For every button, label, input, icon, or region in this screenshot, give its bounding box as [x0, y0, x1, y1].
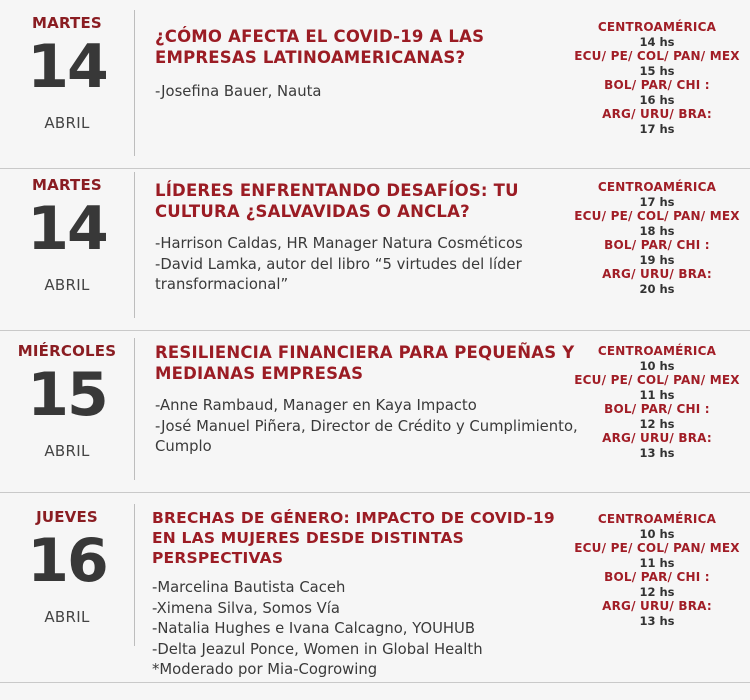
region-label: ARG/ URU/ BRA: [602, 267, 712, 281]
speaker: -Delta Jeazul Ponce, Women in Global Health [152, 640, 483, 658]
region-label: BOL/ PAR/ CHI : [604, 570, 710, 584]
region-label: ECU/ PE/ COL/ PAN/ MEX [574, 541, 740, 555]
region-hour: 10 hs [639, 527, 675, 541]
event-month: ABRIL [44, 608, 90, 626]
speaker-list [155, 82, 585, 103]
schedule-times [568, 20, 746, 136]
region-hour: 13 hs [639, 614, 675, 628]
speaker: -Natalia Hughes e Ivana Calcagno, YOUHUB [152, 620, 476, 637]
event-title: BRECHAS DE GÉNERO: IMPACTO DE COVID-19 EN LAS MUJERES DESDE DISTINTAS PERSPECTIVAS [152, 509, 555, 567]
event-title: LÍDERES ENFRENTANDO DESAFÍOS: TU CULTURA ¿SALVAVIDAS O ANCLA? [155, 181, 519, 221]
event-card [0, 338, 750, 493]
speaker: -Josefina Bauer, Nauta [155, 83, 322, 100]
region-label: ECU/ PE/ COL/ PAN/ MEX [574, 49, 740, 63]
event-date [0, 10, 135, 156]
region-hour: 18 hs [639, 224, 675, 238]
event-weekday: MARTES [32, 14, 102, 32]
schedule-times [568, 180, 746, 296]
region-hour: 11 hs [639, 556, 675, 570]
event-weekday: JUEVES [36, 508, 98, 526]
region-hour: 11 hs [639, 388, 675, 402]
event-card [0, 504, 750, 683]
region-label: CENTROAMÉRICA [597, 512, 717, 526]
region-hour: 17 hs [639, 122, 675, 136]
speaker: -David Lamka, autor del libro “5 virtudes del líder transformacional” [155, 255, 522, 293]
event-title: RESILIENCIA FINANCIERA PARA PEQUEÑAS Y MEDIANAS EMPRESAS [155, 343, 575, 383]
region-label: CENTROAMÉRICA [597, 180, 717, 194]
region-hour: 13 hs [639, 446, 675, 460]
event-day-number: 15 [27, 360, 107, 430]
speaker: -Ximena Silva, Somos Vía [152, 599, 340, 617]
event-card [0, 172, 750, 331]
region-label: ARG/ URU/ BRA: [602, 431, 712, 445]
schedule-times [568, 512, 746, 628]
event-weekday: MIÉRCOLES [17, 342, 117, 360]
speaker: -José Manuel Piñera, Director de Crédito y Cumplimiento, Cumplo [155, 417, 578, 455]
schedule-times [568, 344, 746, 460]
speaker-list [155, 234, 585, 296]
region-hour: 20 hs [639, 282, 675, 296]
region-hour: 17 hs [639, 195, 675, 209]
region-label: BOL/ PAR/ CHI : [604, 78, 710, 92]
region-hour: 15 hs [639, 64, 675, 78]
region-label: CENTROAMÉRICA [597, 344, 717, 358]
moderator-note: *Moderado por Mia-Cogrowing [152, 661, 378, 678]
region-hour: 14 hs [639, 35, 675, 49]
region-label: ARG/ URU/ BRA: [602, 599, 712, 613]
region-hour: 16 hs [639, 93, 675, 107]
event-day-number: 14 [27, 32, 107, 102]
speaker-list [155, 396, 585, 458]
region-hour: 10 hs [639, 359, 675, 373]
event-title: ¿CÓMO AFECTA EL COVID-19 A LAS EMPRESAS LATINOAMERICANAS? [155, 27, 485, 67]
speaker-list [152, 578, 572, 681]
region-label: CENTROAMÉRICA [597, 20, 717, 34]
region-label: BOL/ PAR/ CHI : [604, 238, 710, 252]
event-date [0, 172, 135, 318]
event-date [0, 504, 135, 646]
region-label: ECU/ PE/ COL/ PAN/ MEX [574, 209, 740, 223]
event-details [152, 508, 572, 681]
event-month: ABRIL [44, 276, 90, 294]
event-month: ABRIL [44, 114, 90, 132]
region-hour: 12 hs [639, 585, 675, 599]
event-details [155, 26, 585, 103]
event-day-number: 14 [27, 194, 107, 264]
speaker: -Harrison Caldas, HR Manager Natura Cosméticos [155, 235, 523, 252]
event-weekday: MARTES [32, 176, 102, 194]
speaker: -Marcelina Bautista Caceh [152, 579, 346, 596]
region-label: BOL/ PAR/ CHI : [604, 402, 710, 416]
event-date [0, 338, 135, 480]
speaker: -Anne Rambaud, Manager en Kaya Impacto [155, 397, 477, 414]
event-day-number: 16 [27, 526, 107, 596]
event-month: ABRIL [44, 442, 90, 460]
event-details [155, 342, 585, 458]
region-label: ARG/ URU/ BRA: [602, 107, 712, 121]
region-label: ECU/ PE/ COL/ PAN/ MEX [574, 373, 740, 387]
region-hour: 19 hs [639, 253, 675, 267]
event-card [0, 10, 750, 169]
event-details [155, 180, 585, 296]
region-hour: 12 hs [639, 417, 675, 431]
